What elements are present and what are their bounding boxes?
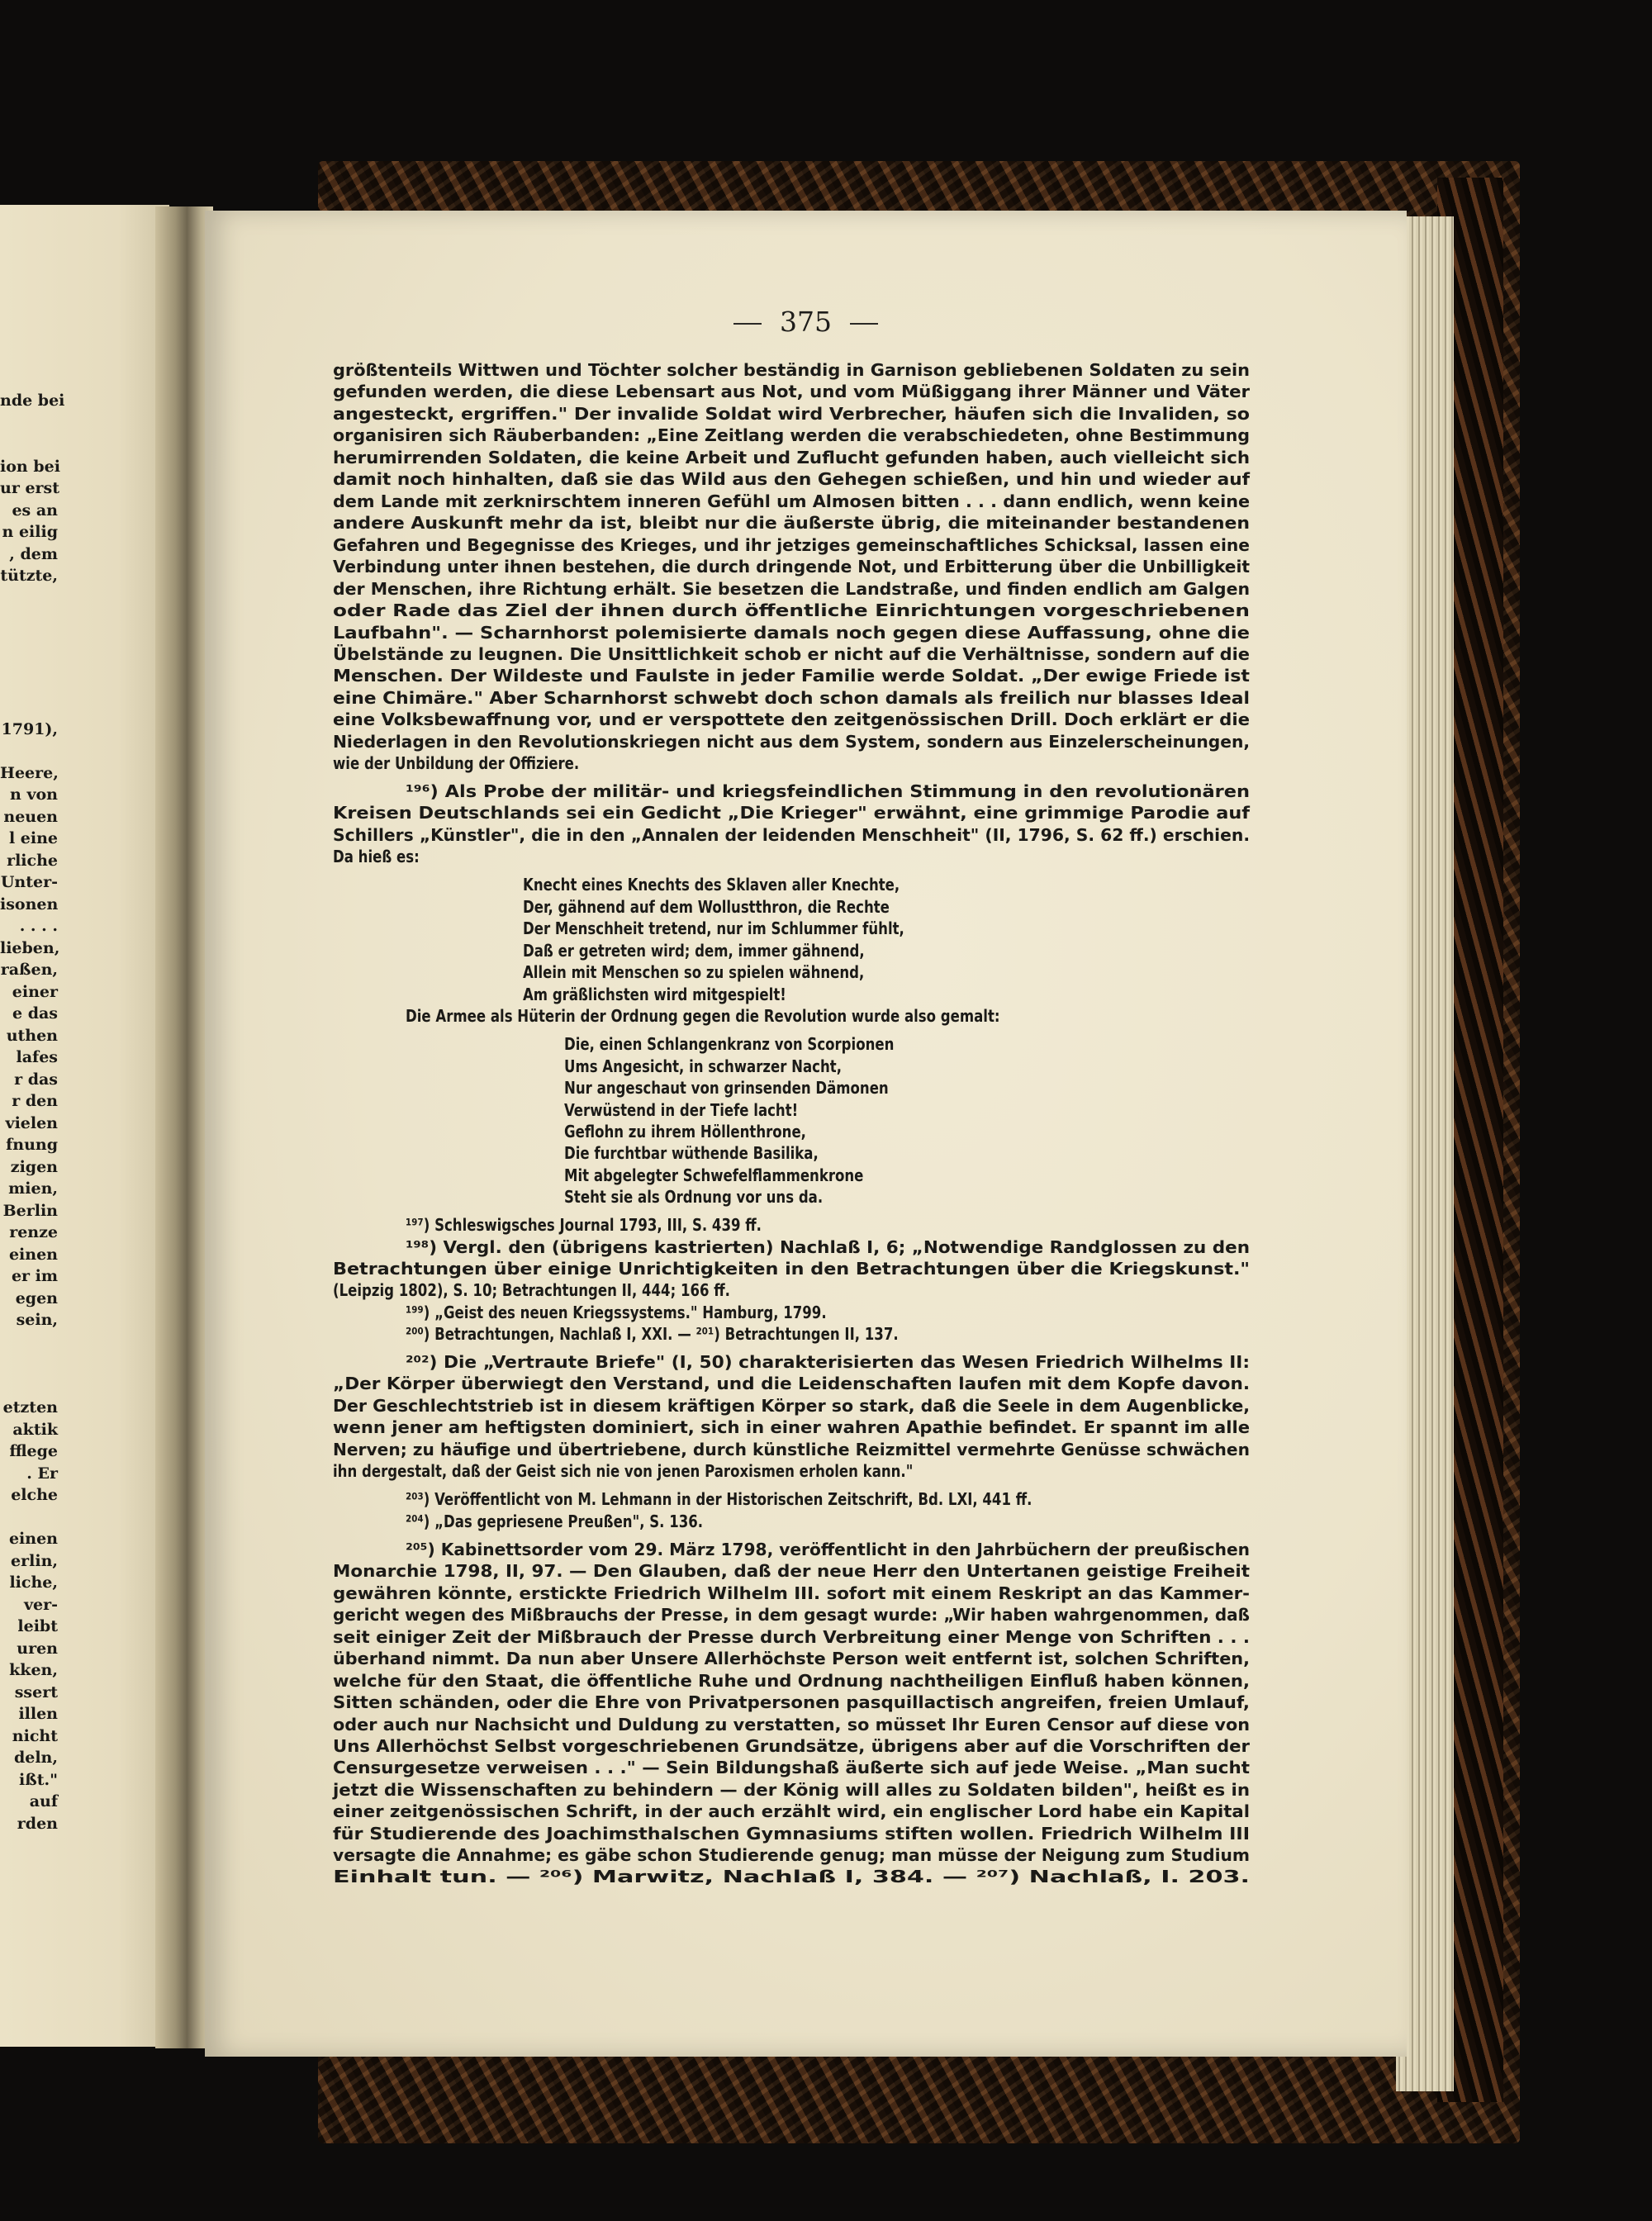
text-line: Ums Angesicht, in schwarzer Nacht, xyxy=(564,1056,842,1076)
previous-page-fragment: mien, xyxy=(8,1179,58,1198)
text-line: einer zeitgenössischen Schrift, in der auch erzählt wird, ein englischer Lord habe ein Kapital xyxy=(333,1801,1250,1821)
text-line: ²⁰³) Veröffentlicht von M. Lehmann in der Historischen Zeitschrift, Bd. LXI, 441 ff. xyxy=(406,1489,1032,1509)
text-line: Der Menschheit tretend, nur im Schlummer fühlt, xyxy=(523,918,904,938)
text-line: jetzt die Wissenschaften zu behindern — der König will alles zu Soldaten bilden", heißt es in xyxy=(333,1780,1250,1800)
text-line: Gefahren und Begegnisse des Krieges, und ihr jetziges gemeinschaftliches Schicksal, lassen eine xyxy=(333,535,1250,555)
text-line: Verwüstend in der Tiefe lacht! xyxy=(564,1100,799,1120)
previous-page-fragment: zigen xyxy=(10,1157,58,1176)
text-line: Knecht eines Knechts des Sklaven aller Knechte, xyxy=(523,875,900,895)
previous-page-fragment: n von xyxy=(10,785,58,804)
text-line: Schillers „Künstler", die in den „Annalen der leidenden Menschheit" (II, 1796, S. 62 ff.) erschien. xyxy=(333,825,1251,845)
text-line: ²⁰⁰) Betrachtungen, Nachlaß I, XXI. — ²⁰¹) Betrachtungen II, 137. xyxy=(406,1324,899,1344)
previous-page-fragment: uthen xyxy=(6,1026,58,1045)
text-line: Laufbahn". — Scharnhorst polemisierte damals noch gegen diese Auffassung, ohne die xyxy=(333,623,1250,643)
text-line: Da hieß es: xyxy=(333,847,420,866)
text-line: für Studierende des Joachimsthalschen Gymnasiums stiften wollen. Friedrich Wilhelm III xyxy=(333,1824,1250,1844)
previous-page-fragment: illen xyxy=(18,1705,58,1723)
text-line: Monarchie 1798, II, 97. — Den Glauben, daß der neue Herr den Untertanen geistige Freiheit xyxy=(333,1561,1250,1581)
previous-page-fragment: n eilig xyxy=(2,523,58,541)
book-page xyxy=(205,211,1407,2057)
previous-page-fragment: renze xyxy=(9,1223,58,1241)
text-line: Die, einen Schlangenkranz von Scorpionen xyxy=(564,1034,895,1054)
text-line: gefunden werden, die diese Lebensart aus Not, und vom Müßiggang ihrer Männer und Väter xyxy=(333,382,1251,401)
text-line: Niederlagen in den Revolutionskriegen nicht aus dem System, sondern aus Einzelerscheinungen, xyxy=(333,732,1251,752)
text-line: Der Geschlechtstrieb ist in diesem kräftigen Körper so stark, daß die Seele in dem Augenblicke, xyxy=(333,1396,1251,1416)
previous-page-fragment: etzten xyxy=(2,1398,58,1417)
previous-page-fragment: es an xyxy=(12,501,58,520)
previous-page-fragment: sein, xyxy=(16,1311,58,1329)
previous-page-fragment: nicht xyxy=(12,1726,58,1745)
previous-page-fragment: ver- xyxy=(23,1595,58,1614)
text-line: ²⁰⁵) Kabinettsorder vom 29. März 1798, veröffentlicht in den Jahrbüchern der preußischen xyxy=(406,1540,1250,1559)
text-line: oder Rade das Ziel der ihnen durch öffentliche Einrichtungen vorgeschriebenen xyxy=(333,600,1250,620)
text-line: ¹⁹⁶) Als Probe der militär- und kriegsfeindlichen Stimmung in den revolutionären xyxy=(406,781,1251,801)
text-line: Kreisen Deutschlands sei ein Gedicht „Die Krieger" erwähnt, eine grimmige Parodie auf xyxy=(333,803,1251,823)
text-line: Übelstände zu leugnen. Die Unsittlichkeit schob er nicht auf die Verhältnisse, sondern auf die xyxy=(333,644,1251,664)
text-line: Allein mit Menschen so zu spielen wähnend, xyxy=(523,962,865,982)
text-line: ²⁰⁴) „Das gepriesene Preußen", S. 136. xyxy=(406,1512,704,1531)
text-line: andere Auskunft mehr da ist, bleibt nur die äußerste übrig, die miteinander bestandenen xyxy=(333,513,1250,533)
previous-page-fragment: fflege xyxy=(9,1442,58,1460)
previous-page-fragment: Heere, xyxy=(0,763,59,782)
text-line: Der, gähnend auf dem Wollustthron, die Rechte xyxy=(523,897,890,917)
previous-page-fragment: rliche xyxy=(7,851,58,870)
previous-page xyxy=(0,205,169,2047)
text-line: damit noch hinhalten, daß sie das Wild aus den Gehegen schießen, und hin und wieder auf xyxy=(333,469,1251,489)
text-line: Die furchtbar wüthende Basilika, xyxy=(564,1143,819,1163)
text-line: Censurgesetze verweisen . . ." — Sein Bildungshaß äußerte sich auf jede Weise. „Man sucht xyxy=(333,1758,1250,1777)
text-line: dem Lande mit zerknirschtem inneren Gefühl um Almosen bitten . . . dann endlich, wenn keine xyxy=(333,491,1251,511)
text-line: ²⁰²) Die „Vertraute Briefe" (I, 50) charakterisierten das Wesen Friedrich Wilhelms II: xyxy=(406,1352,1251,1372)
text-line: ¹⁹⁸) Vergl. den (übrigens kastrierten) Nachlaß I, 6; „Notwendige Randglossen zu den xyxy=(406,1237,1250,1257)
text-line: ihn dergestalt, daß der Geist sich nie von jenen Paroxismen erholen kann." xyxy=(333,1461,914,1481)
text-line: Uns Allerhöchst Selbst vorgeschriebenen Grundsätze, übrigens aber auf die Vorschriften der xyxy=(333,1736,1250,1756)
text-line: Sitten schänden, oder die Ehre von Privatpersonen pasquillactisch angreifen, freien Umlauf, xyxy=(333,1692,1251,1712)
text-line: Geflohn zu ihrem Höllenthrone, xyxy=(564,1122,806,1141)
previous-page-fragment: lieben, xyxy=(0,938,60,957)
previous-page-fragment: neuen xyxy=(3,807,58,826)
previous-page-fragment: fnung xyxy=(6,1136,58,1154)
previous-page-fragment: 1791), xyxy=(1,719,58,738)
text-line: Nerven; zu häufige und übertriebene, durch künstliche Reizmittel vermehrte Genüsse schwächen xyxy=(333,1440,1250,1459)
previous-page-fragment: ion bei xyxy=(0,457,60,476)
previous-page-fragment: isonen xyxy=(0,895,59,914)
page-number xyxy=(205,306,1407,338)
text-line: (Leipzig 1802), S. 10; Betrachtungen II, 444; 166 ff. xyxy=(333,1280,730,1300)
previous-page-fragment: ißt." xyxy=(19,1770,58,1789)
previous-page-fragment: ssert xyxy=(14,1682,58,1701)
text-line: eine Chimäre." Aber Scharnhorst schwebt doch schon damals als freilich nur blasses Ideal xyxy=(333,688,1250,708)
text-line: herumirrenden Soldaten, die keine Arbeit und Zuflucht gefunden haben, auch vielleicht sich xyxy=(333,448,1251,467)
previous-page-fragment: elche xyxy=(11,1486,58,1504)
text-line: Steht sie als Ordnung vor uns da. xyxy=(564,1187,824,1207)
previous-page-fragment: erlin, xyxy=(11,1551,58,1570)
text-line: Einhalt tun. — ²⁰⁶) Marwitz, Nachlaß I, 384. — ²⁰⁷) Nachlaß, I. 203. xyxy=(333,1867,1250,1886)
previous-page-fragment: . Er xyxy=(26,1464,58,1483)
text-line: Am gräßlichsten wird mitgespielt! xyxy=(523,985,786,1004)
previous-page-fragment: rden xyxy=(17,1814,58,1833)
previous-page-fragment: einen xyxy=(8,1245,58,1264)
text-line: seit einiger Zeit der Mißbrauch der Presse durch Verbreitung einer Menge von Schriften . . . xyxy=(333,1627,1251,1647)
previous-page-fragment: r das xyxy=(14,1070,58,1089)
text-line: organisiren sich Räuberbanden: „Eine Zeitlang werden die verabschiedeten, ohne Bestimmung xyxy=(333,425,1251,445)
text-line: wie der Unbildung der Offiziere. xyxy=(333,753,580,773)
previous-page-fragment: nde bei xyxy=(0,392,65,410)
text-line: Daß er getreten wird; dem, immer gähnend, xyxy=(523,941,865,961)
previous-page-fragment: Berlin xyxy=(2,1201,58,1220)
previous-page-fragment: . . . . xyxy=(19,917,58,935)
dash-right xyxy=(850,323,878,325)
text-line: ¹⁹⁹) „Geist des neuen Kriegssystems." Hamburg, 1799. xyxy=(406,1303,827,1322)
text-line: wenn jener am heftigsten dominiert, sich in einer wahren Apathie befindet. Er spannt im alle xyxy=(333,1417,1251,1437)
previous-page-fragment: l eine xyxy=(8,829,58,847)
previous-page-fragment: aktik xyxy=(12,1420,58,1439)
text-line: ¹⁹⁷) Schleswigsches Journal 1793, III, S. 439 ff. xyxy=(406,1215,762,1235)
previous-page-fragment: , dem xyxy=(9,544,58,563)
previous-page-fragment: einen xyxy=(8,1530,58,1548)
previous-page-fragment: e das xyxy=(12,1004,58,1023)
page-number-text: 375 xyxy=(780,306,832,338)
previous-page-fragment: r den xyxy=(12,1092,58,1110)
text-line: oder auch nur Nachsicht und Duldung zu verstatten, so müsset Ihr Euren Censor auf diese von xyxy=(333,1715,1251,1735)
previous-page-fragment: liche, xyxy=(9,1573,58,1592)
text-line: größtenteils Wittwen und Töchter solcher beständig in Garnison gebliebenen Soldaten zu sein xyxy=(333,360,1250,380)
text-line: gewähren könnte, erstickte Friedrich Wilhelm III. sofort mit einem Reskript an das Kammer- xyxy=(333,1583,1250,1603)
text-line: überhand nimmt. Da nun aber Unsere Allerhöchste Person weit entfernt ist, solchen Schriften, xyxy=(333,1649,1250,1668)
text-line: der Menschen, ihre Richtung erhält. Sie besetzen die Landstraße, und finden endlich am Galgen xyxy=(333,579,1251,599)
previous-page-fragment: einer xyxy=(12,982,58,1001)
dash-left xyxy=(733,323,762,325)
previous-page-fragment: deln, xyxy=(13,1749,58,1767)
text-line: Betrachtungen über einige Unrichtigkeiten in den Betrachtungen über die Kriegskunst." xyxy=(333,1259,1251,1279)
previous-page-fragment: Unter- xyxy=(0,873,58,891)
text-line: Die Armee als Hüterin der Ordnung gegen die Revolution wurde also gemalt: xyxy=(406,1006,1000,1026)
text-line: Verbindung unter ihnen bestehen, die durch dringende Not, und Erbitterung über die Unbilligkeit xyxy=(333,557,1250,577)
text-line: Nur angeschaut von grinsenden Dämonen xyxy=(564,1078,889,1098)
text-line: versagte die Annahme; es gäbe schon Studierende genug; man müsse der Neigung zum Studium xyxy=(333,1845,1251,1865)
previous-page-fragment: raßen, xyxy=(0,961,58,979)
text-line: angesteckt, ergriffen." Der invalide Soldat wird Verbrecher, häufen sich die Invaliden, so xyxy=(333,404,1251,424)
previous-page-fragment: lafes xyxy=(16,1048,58,1066)
text-line: Mit abgelegter Schwefelflammenkrone xyxy=(564,1165,864,1185)
previous-page-fragment: egen xyxy=(15,1288,58,1307)
previous-page-fragment: vielen xyxy=(5,1113,58,1132)
previous-page-fragment: er im xyxy=(11,1267,58,1285)
previous-page-fragment: ur erst xyxy=(0,479,60,497)
text-line: „Der Körper überwiegt den Verstand, und die Leidenschaften laufen mit dem Kopfe davon. xyxy=(333,1374,1251,1393)
previous-page-fragment: uren xyxy=(17,1639,58,1658)
previous-page-fragment: tützte, xyxy=(0,567,58,585)
previous-page-fragment: auf xyxy=(29,1792,58,1810)
previous-page-fragment: leibt xyxy=(17,1617,58,1635)
text-line: gericht wegen des Mißbrauchs der Presse, in dem gesagt wurde: „Wir haben wahrgenommen, daß xyxy=(333,1605,1250,1625)
text-line: welche für den Staat, die öffentliche Ruhe und Ordnung nachtheiligen Einfluß haben können, xyxy=(333,1671,1250,1691)
previous-page-fragment: kken, xyxy=(9,1661,58,1679)
text-line: eine Volksbewaffnung vor, und er verspottete den zeitgenössischen Drill. Doch erklärt er die xyxy=(333,709,1250,729)
text-line: Menschen. Der Wildeste und Faulste in jeder Familie werde Soldat. „Der ewige Friede ist xyxy=(333,666,1251,686)
